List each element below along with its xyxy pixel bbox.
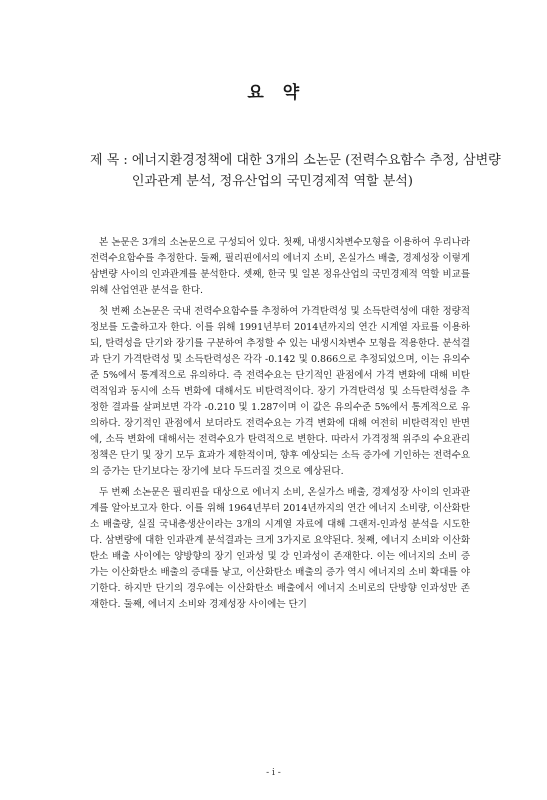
subject-label: 제 목 : xyxy=(90,153,132,168)
paragraph: 첫 번째 소논문은 국내 전력수요함수를 추정하여 가격탄력성 및 소득탄력성에 대한 정량적 정보를 도출하고자 한다. 이를 위해 1991년부터 2014년까지의 연간 시계열 자료를 이용하되, 탄력성을 단기와 장기를 구분하여 추정할 수 있는 내생시차변수 모형을 적용한다. 분석결과 단기 가격탄력성 및 소득탄력성은 각각 -0.142 및 0.866으로 추정되었으며, 이는 유의수준 5%에서 통계적으로 유의하다. 즉 전력수요는 단기적인 관점에서 가격 변화에 대해 비탄력적임과 동시에 소득 변화에 대해서도 비탄력적이다. 장기 가격탄력성 및 소득탄력성을 추정한 결과를 살펴보면 각각 -0.210 및 1.287이며 이 값은 유의수준 5%에서 통계적으로 유의하다. 장기적인 관점에서 보더라도 전력수요는 가격 변화에 대해 여전히 비탄력적인 반면에, 소득 변화에 대해서는 전력수요가 탄력적으로 변한다. 따라서 가격정책 위주의 수요관리정책은 단기 및 장기 모두 효과가 제한적이며, 향후 예상되는 소득 증가에 기인하는 전력수요의 증가는 단기보다는 장기에 보다 두드러질 것으로 예상된다. xyxy=(90,306,470,477)
subject-text: 에너지환경정책에 대한 3개의 소논문 (전력수요함수 추정, 삼변량 인과관계 분석, 정유산업의 국민경제적 역할 분석) xyxy=(131,153,501,189)
paragraph: 본 논문은 3개의 소논문으로 구성되어 있다. 첫째, 내생시차변수모형을 이용하여 우리나라 전력수요함수를 추정한다. 둘째, 필리핀에서의 에너지 소비, 온실가스 배출, 경제성장 이렇게 삼변량 사이의 인과관계를 분석한다. 셋째, 한국 및 일본 정유산업의 국민경제적 역할 비교를 위해 산업연관 분석을 한다. xyxy=(90,237,470,296)
subject-line xyxy=(90,150,510,192)
abstract-body xyxy=(90,235,470,618)
page-title: 요 약 xyxy=(247,83,300,103)
paragraph: 두 번째 소논문은 필리핀을 대상으로 에너지 소비, 온실가스 배출, 경제성장 사이의 인과관계를 알아보고자 한다. 이를 위해 1964년부터 2014년까지의 연간 에너지 소비량, 이산화탄소 배출량, 실질 국내총생산이라는 3개의 시계열 자료에 대해 그랜저-인과성 분석을 시도한다. 삼변량에 대한 인과관계 분석결과는 크게 3가지로 요약된다. 첫째, 에너지 소비와 이산화탄소 배출 사이에는 양방향의 장기 인과성 및 강 인과성이 존재한다. 이는 에너지의 소비 증가는 이산화탄소 배출의 증대를 낳고, 이산화탄소 배출의 증가 역시 에너지의 소비 확대를 야기한다. 하지만 단기의 경우에는 이산화탄소 배출에서 에너지 소비로의 단방향 인과성만 존재한다. 둘째, 에너지 소비와 경제성장 사이에는 단기 xyxy=(90,487,470,610)
page-number: - i - xyxy=(266,768,281,778)
